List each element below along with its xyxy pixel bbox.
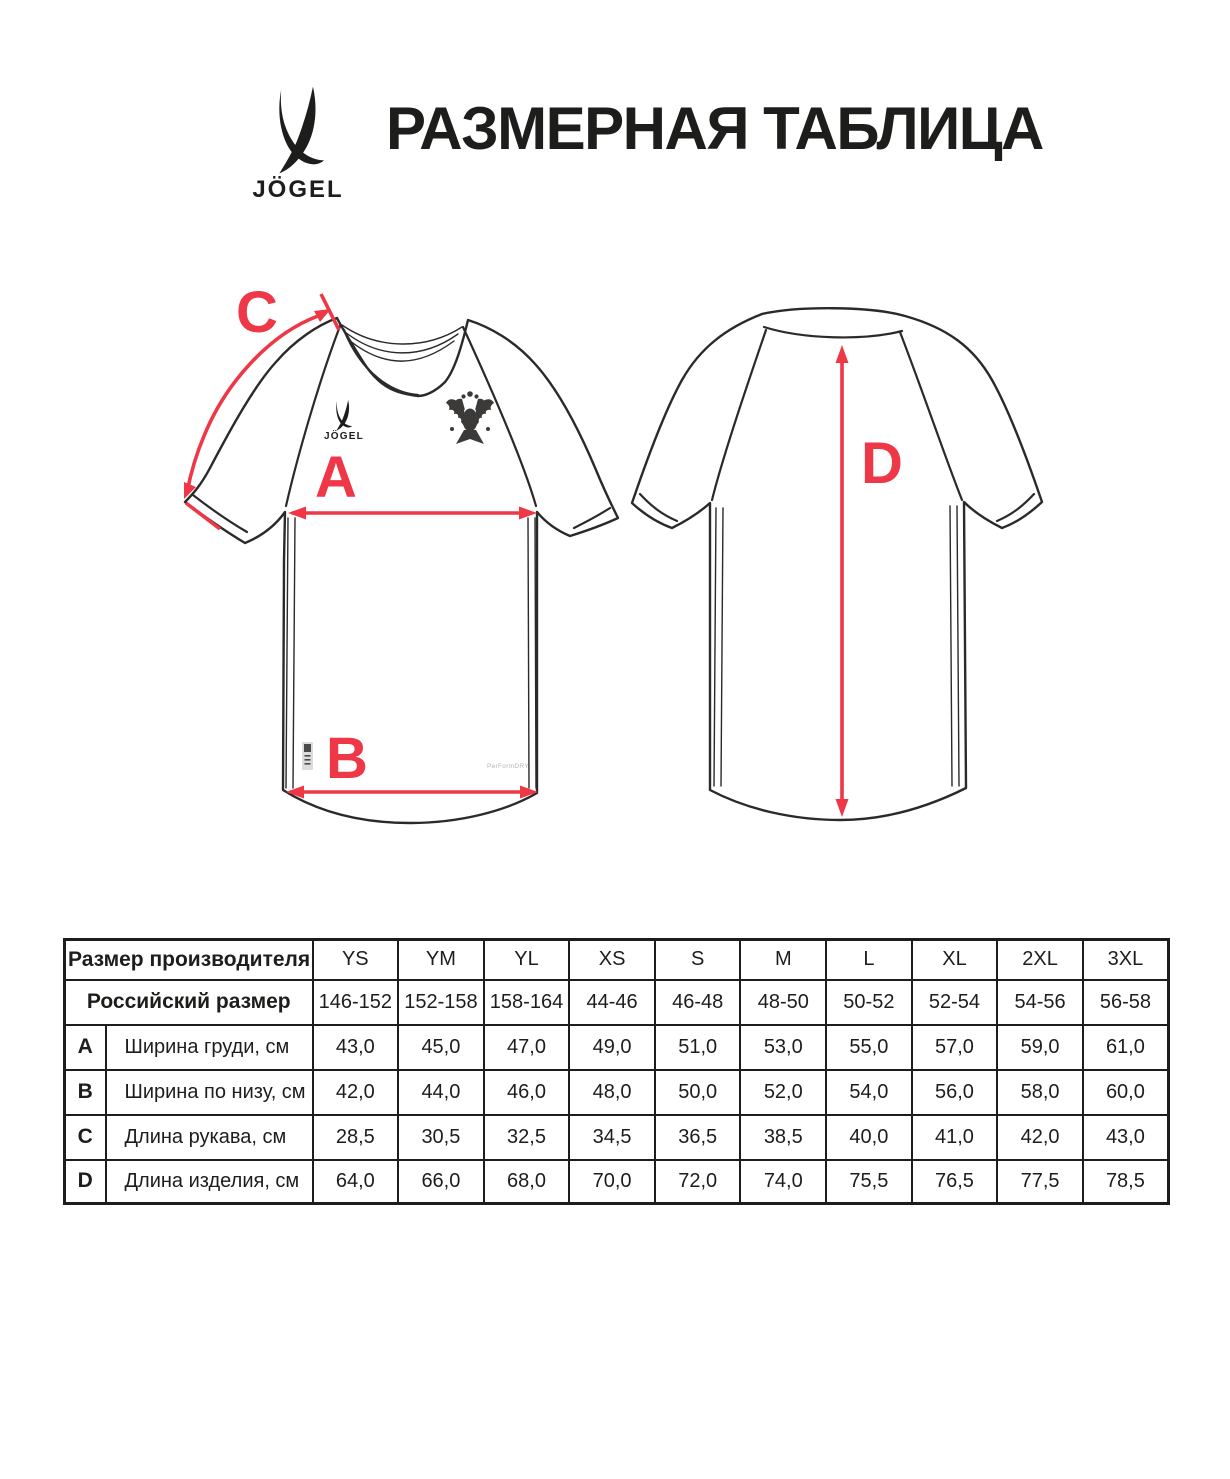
russian-size: 152-158 [398, 980, 484, 1025]
manufacturer-size-label: Размер производителя [65, 940, 313, 980]
value-cell: 57,0 [912, 1025, 998, 1070]
value-cell: 32,5 [484, 1115, 570, 1160]
dimension-label-b: B [326, 726, 368, 791]
measurement-row-d [65, 1160, 1169, 1204]
value-cell: 54,0 [826, 1070, 912, 1115]
russian-size-row [65, 980, 1169, 1025]
row-letter: C [65, 1115, 106, 1160]
row-letter: B [65, 1070, 106, 1115]
row-letter: D [65, 1160, 106, 1204]
row-description: Длина изделия, см [106, 1160, 313, 1204]
size-header: YS [313, 940, 399, 980]
measurement-row-b [65, 1070, 1169, 1115]
manufacturer-size-row [65, 940, 1169, 980]
value-cell: 78,5 [1083, 1160, 1169, 1204]
value-cell: 38,5 [740, 1115, 826, 1160]
row-description: Ширина груди, см [106, 1025, 313, 1070]
value-cell: 74,0 [740, 1160, 826, 1204]
russian-size: 158-164 [484, 980, 570, 1025]
russian-size-label: Российский размер [65, 980, 313, 1025]
value-cell: 28,5 [313, 1115, 399, 1160]
value-cell: 53,0 [740, 1025, 826, 1070]
brand-wordmark: JÖGEL [252, 176, 344, 203]
value-cell: 64,0 [313, 1160, 399, 1204]
size-header: M [740, 940, 826, 980]
value-cell: 48,0 [569, 1070, 655, 1115]
value-cell: 40,0 [826, 1115, 912, 1160]
value-cell: 43,0 [1083, 1115, 1169, 1160]
value-cell: 44,0 [398, 1070, 484, 1115]
front-shirt-drawing [185, 318, 618, 823]
russian-size: 48-50 [740, 980, 826, 1025]
value-cell: 59,0 [997, 1025, 1083, 1070]
value-cell: 46,0 [484, 1070, 570, 1115]
dimension-label-a: A [315, 445, 357, 510]
fabric-label-text: PerFormDRY [487, 763, 529, 770]
value-cell: 34,5 [569, 1115, 655, 1160]
value-cell: 55,0 [826, 1025, 912, 1070]
value-cell: 42,0 [313, 1070, 399, 1115]
value-cell: 49,0 [569, 1025, 655, 1070]
size-header: YL [484, 940, 570, 980]
value-cell: 58,0 [997, 1070, 1083, 1115]
value-cell: 68,0 [484, 1160, 570, 1204]
value-cell: 75,5 [826, 1160, 912, 1204]
value-cell: 47,0 [484, 1025, 570, 1070]
russian-size: 50-52 [826, 980, 912, 1025]
russian-size: 54-56 [997, 980, 1083, 1025]
value-cell: 60,0 [1083, 1070, 1169, 1115]
value-cell: 42,0 [997, 1115, 1083, 1160]
value-cell: 77,5 [997, 1160, 1083, 1204]
size-header: XL [912, 940, 998, 980]
russian-size: 56-58 [1083, 980, 1169, 1025]
value-cell: 70,0 [569, 1160, 655, 1204]
size-header: S [655, 940, 741, 980]
value-cell: 56,0 [912, 1070, 998, 1115]
care-label-icon [302, 742, 313, 770]
row-letter: A [65, 1025, 106, 1070]
size-header: L [826, 940, 912, 980]
size-table [63, 938, 1170, 1205]
chest-brand-text: JÖGEL [324, 431, 364, 442]
value-cell: 51,0 [655, 1025, 741, 1070]
value-cell: 76,5 [912, 1160, 998, 1204]
page-title: РАЗМЕРНАЯ ТАБЛИЦА [386, 95, 1043, 162]
row-description: Ширина по низу, см [106, 1070, 313, 1115]
russian-size: 52-54 [912, 980, 998, 1025]
size-header: XS [569, 940, 655, 980]
dimension-label-c: C [236, 280, 278, 345]
measurement-row-a [65, 1025, 1169, 1070]
row-description: Длина рукава, см [106, 1115, 313, 1160]
value-cell: 66,0 [398, 1160, 484, 1204]
value-cell: 61,0 [1083, 1025, 1169, 1070]
back-shirt-drawing [632, 308, 1042, 820]
value-cell: 72,0 [655, 1160, 741, 1204]
value-cell: 36,5 [655, 1115, 741, 1160]
value-cell: 45,0 [398, 1025, 484, 1070]
value-cell: 30,5 [398, 1115, 484, 1160]
dimension-label-d: D [861, 431, 903, 496]
russian-size: 146-152 [313, 980, 399, 1025]
russian-size: 44-46 [569, 980, 655, 1025]
value-cell: 50,0 [655, 1070, 741, 1115]
russian-size: 46-48 [655, 980, 741, 1025]
size-header: YM [398, 940, 484, 980]
value-cell: 41,0 [912, 1115, 998, 1160]
size-header: 2XL [997, 940, 1083, 980]
value-cell: 43,0 [313, 1025, 399, 1070]
measurement-row-c [65, 1115, 1169, 1160]
size-header: 3XL [1083, 940, 1169, 980]
value-cell: 52,0 [740, 1070, 826, 1115]
